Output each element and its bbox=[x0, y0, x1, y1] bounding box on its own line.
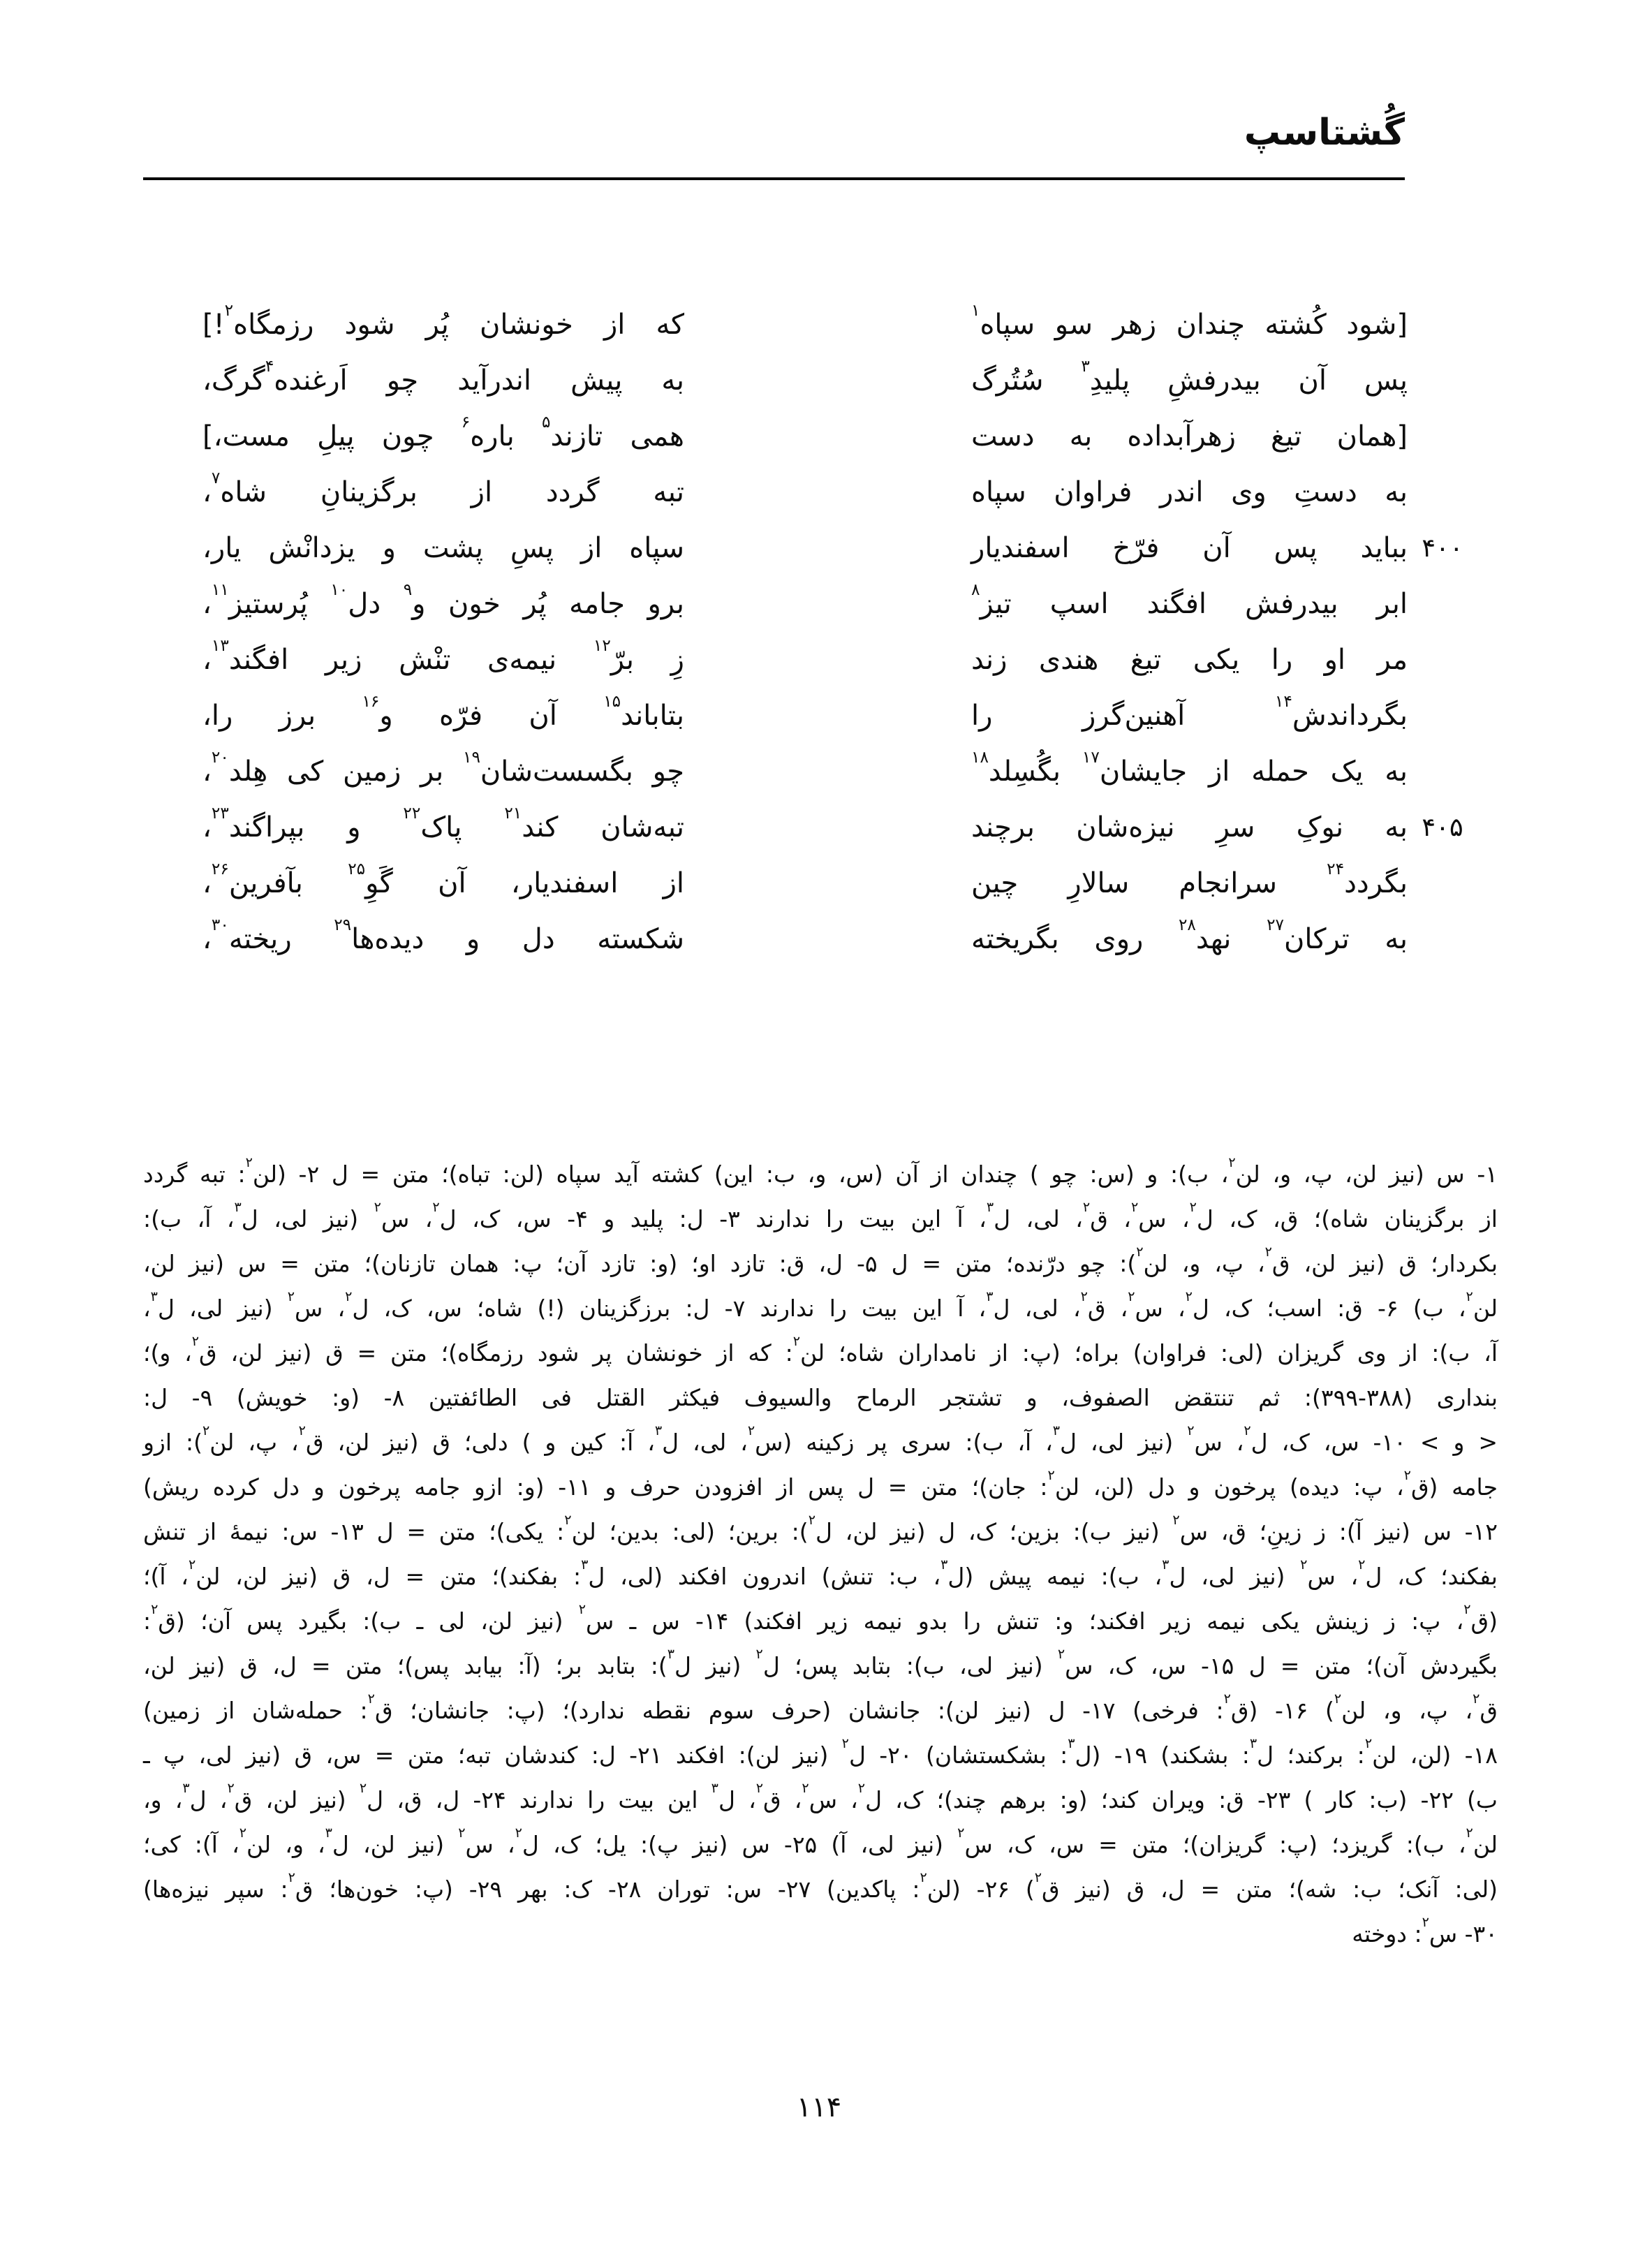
verse-number bbox=[1411, 353, 1474, 408]
header-rule bbox=[143, 177, 1405, 180]
apparatus-line: ب) ۲۲- (ب: کار ) ۲۳- ق: ویران کند؛ (و: برهم چند)؛ ک، ل$^۲$، س$^۲$، ق$^۲$، ل$^۳$ این بیت را ندارند ۲۴- ل، ق، ل$^۲$ (نیز لن، ق$^۲$، ل$^۳$، و، bbox=[143, 1780, 1498, 1813]
hemistich-right: [شود کُشته چندان زهر سو سپاه$^۱$ bbox=[971, 301, 1408, 341]
verse-row bbox=[143, 297, 1498, 353]
hemistich-left: تبه‌شان کند$^{۲۱}$ پاک$^{۲۲}$ و بپراگند$^{۲۳}$، bbox=[202, 804, 684, 844]
hemistich-right: به ترکان$^{۲۷}$ نهد$^{۲۸}$ روی بگریخته bbox=[971, 915, 1408, 955]
verse-row bbox=[143, 353, 1498, 408]
apparatus-line: < و > ۱۰- س، ک، ل$^۲$، س$^۲$ (نیز لی، ل$^۳$، آ، ب): سری پر زکینه (س$^۲$، لی، ل$^۳$، آ: کین و ) دلی؛ ق (نیز لن، ق$^۲$، پ، لن$^۲$): ازو bbox=[143, 1422, 1498, 1456]
hemistich-left: شکسته دل و دیده‌ها$^{۲۹}$ ریخته$^{۳۰}$، bbox=[202, 915, 684, 955]
hemistich-left: که از خونشان پُر شود رزمگاه$^۲$!] bbox=[202, 301, 684, 341]
verse-row bbox=[143, 632, 1498, 688]
apparatus-line: (لی: آنک؛ ب: شه)؛ متن = ل، ق (نیز ق$^۲$) ۲۶- (لن$^۲$: پاکدین) ۲۷- س: توران ۲۸- ک: بهر ۲۹- (پ: خون‌ها؛ ق$^۲$: سپر نیزه‌ها) bbox=[143, 1869, 1498, 1903]
verse-number: ۴۰۵ bbox=[1422, 812, 1463, 842]
verse-number bbox=[1411, 632, 1474, 688]
hemistich-left: چو بگسست‌شان$^{۱۹}$ بر زمین کی هِلد$^{۲۰}$، bbox=[202, 748, 684, 788]
hemistich-right: مر او را یکی تیغ هندی زند bbox=[971, 644, 1408, 676]
hemistich-left: زِ برّ$^{۱۲}$ نیمه‌ی تنْش زیر افگند$^{۱۳}$، bbox=[202, 636, 685, 676]
hemistich-right: بگرداندش$^{۱۴}$ آهنین‌گرز را bbox=[971, 692, 1408, 732]
verse-number bbox=[1411, 297, 1474, 353]
apparatus-line: بگیردش آن)؛ متن = ل ۱۵- س، ک، س$^۲$ (نیز لی، ب): بتابد پس؛ ل$^۲$ (نیز ل$^۳$): بتابد بر؛ (آ: بیابد پس)؛ متن = ل، ق (نیز لن، bbox=[143, 1646, 1498, 1679]
apparatus-line: از برگزینان شاه)؛ ق، ک، ل$^۲$، س$^۲$، ق$^۲$، لی، ل$^۳$، آ این بیت را ندارند ۳- ل: پلید و ۴- س، ک، ل$^۲$، س$^۲$ (نیز لی، ل$^۳$، آ، ب): bbox=[143, 1199, 1498, 1232]
verse-number bbox=[1411, 911, 1474, 967]
apparatus-line: لن$^۲$، ب) ۶- ق: اسب؛ ک، ل$^۲$، س$^۲$، ق$^۲$، لی، ل$^۳$، آ این بیت را ندارند ۷- ل: برزگزینان (!) شاه؛ س، ک، ل$^۲$، س$^۲$ (نیز لی، ل$^۳$، bbox=[143, 1288, 1498, 1322]
hemistich-left: برو جامه پُر خون و$^۹$ دل$^{۱۰}$ پُرستیز$^{۱۱}$، bbox=[202, 580, 684, 620]
apparatus-line: ۳۰- س$^۲$: دوخته bbox=[1352, 1914, 1498, 1947]
apparatus-line: بفکند؛ ک، ل$^۲$، س$^۲$ (نیز لی، ل$^۳$، ب): نیمه پیش (ل$^۳$، ب: تنش) اندرون افکند (لی، ل$^۳$: بفکند)؛ متن = ل، ق (نیز لن، لن$^۲$، آ)؛ bbox=[143, 1556, 1498, 1590]
verse-row bbox=[143, 855, 1498, 911]
poem bbox=[143, 297, 1498, 967]
hemistich-left: از اسفندیار، آن گَوِ$^{۲۵}$ بآفرین$^{۲۶}$، bbox=[202, 860, 684, 899]
apparatus-line: لن$^۲$، ب): گریزد؛ (پ: گریزان)؛ متن = س، ک، س$^۲$ (نیز لی، آ) ۲۵- س (نیز پ): یل؛ ک، ل$^۲$، س$^۲$ (نیز لن، ل$^۳$، و، لن$^۲$، آ): کی؛ bbox=[143, 1825, 1498, 1858]
critical-apparatus bbox=[143, 1152, 1498, 1957]
hemistich-right: بگردد$^{۲۴}$ سرانجام سالارِ چین bbox=[971, 860, 1408, 899]
hemistich-left: بتاباند$^{۱۵}$ آن فرّه و$^{۱۶}$ برز را، bbox=[202, 692, 684, 732]
apparatus-line: جامه (ق$^۲$، پ: دیده) پرخون و دل (لن، لن$^۲$: جان)؛ متن = ل پس از افزودن حرف و ۱۱- (و: ازو جامه پرخون و دل کرده ریش) bbox=[143, 1467, 1498, 1501]
hemistich-right: بباید پس آن فرّخ اسفندیار bbox=[971, 532, 1408, 564]
hemistich-left: همی تازند$^۵$ باره$^۶$ چون پیلِ مست،] bbox=[202, 413, 685, 452]
verse-number bbox=[1411, 855, 1474, 911]
hemistich-left: تبه گردد از برگزینانِ شاه$^۷$، bbox=[202, 469, 684, 508]
hemistich-right: به یک حمله از جایشان$^{۱۷}$ بگُسِلد$^{۱۸}$ bbox=[971, 748, 1408, 788]
verse-row bbox=[143, 688, 1498, 744]
page-number: ۱۱۴ bbox=[796, 2091, 842, 2123]
apparatus-line: ۱- س (نیز لن، پ، و، لن$^۲$، ب): و (س: چو ) چندان از آن (س، و، ب: این) کشته آید سپاه (لن: تباه)؛ متن = ل ۲- (لن$^۲$: تبه گردد bbox=[143, 1154, 1498, 1188]
verse-row bbox=[143, 800, 1498, 855]
verse-row bbox=[143, 408, 1498, 464]
apparatus-line: ق$^۲$، پ، و، لن$^۲$) ۱۶- (ق$^۲$: فرخی) ۱۷- ل (نیز لن): جانشان (حرف سوم نقطه ندارد)؛ (پ: جانشان؛ ق$^۲$: حمله‌شان از زمین) bbox=[143, 1691, 1498, 1724]
apparatus-line: (ق$^۲$، پ: ز زینش یکی نیمه زیر افکند؛ و: تنش را بدو نیمه زیر افکند) ۱۴- س ـ س$^۲$ (نیز لن، لی ـ ب): بگیرد پس آن؛ (ق$^۲$: bbox=[143, 1601, 1498, 1635]
verse-number bbox=[1411, 464, 1474, 520]
hemistich-right: [همان تیغ زهرآبداده به دست bbox=[971, 420, 1408, 452]
chapter-title: گُشتاسپ bbox=[1244, 112, 1405, 154]
hemistich-right: به دستِ وی اندر فراوان سپاه bbox=[971, 476, 1408, 508]
verse-row bbox=[143, 520, 1498, 576]
apparatus-line: ۱۸- (لن، لن$^۲$: برکند؛ ل$^۳$: بشکند) ۱۹- (ل$^۳$: بشکستشان) ۲۰- ل$^۲$ (نیز لن): افکند ۲۱- ل: کندشان تبه؛ متن = س، ق (نیز لی، پ ـ bbox=[143, 1735, 1498, 1769]
verse-row bbox=[143, 464, 1498, 520]
verse-number bbox=[1411, 576, 1474, 632]
verse-number bbox=[1411, 408, 1474, 464]
verse-row bbox=[143, 911, 1498, 967]
apparatus-line: بکردار؛ ق (نیز لن، ق$^۲$، پ، و، لن$^۲$): چو درّنده؛ متن = ل ۵- ل، ق: تازد او؛ (و: تازد آن؛ پ: همان تازنان)؛ متن = س (نیز لن، bbox=[143, 1244, 1498, 1277]
hemistich-left: سپاه از پسِ پشت و یزدانْش یار، bbox=[202, 532, 684, 564]
verse-number bbox=[1411, 744, 1474, 800]
verse-row bbox=[143, 744, 1498, 800]
hemistich-left: به پیش اندرآید چو اَرغنده$^۴$گرگ، bbox=[202, 357, 684, 397]
apparatus-line: ۱۲- س (نیز آ): ز زینِ؛ ق، س$^۲$ (نیز ب): بزین؛ ک، ل (نیز لن، ل$^۲$): برین؛ (لی: بدین؛ لن$^۲$: یکی)؛ متن = ل ۱۳- س: نیمهٔ از تنش bbox=[143, 1512, 1498, 1545]
apparatus-line: بنداری (۳۸۸-۳۹۹): ثم تنتقض الصفوف، و تشتجر الرماح والسیوف فیکثر القتل فی الطائفتین ۸- (و: خویش) ۹- ل: bbox=[143, 1384, 1498, 1411]
verse-number: ۴۰۰ bbox=[1422, 533, 1463, 563]
verse-row bbox=[143, 576, 1498, 632]
hemistich-right: پس آن بیدرفشِ پلیدِ$^۳$ سُتُرگ bbox=[971, 357, 1408, 397]
hemistich-right: ابر بیدرفش افگند اسپ تیز$^۸$ bbox=[971, 580, 1408, 620]
hemistich-right: به نوکِ سرِ نیزه‌شان برچند bbox=[971, 811, 1408, 844]
verse-number bbox=[1411, 688, 1474, 744]
apparatus-line: آ، ب): از وی گریزان (لی: فراوان) براه؛ (پ: از نامداران شاه؛ لن$^۲$: که از خونشان پر شود رزمگاه)؛ متن = ق (نیز لن، ق$^۲$، و)؛ bbox=[143, 1333, 1498, 1367]
